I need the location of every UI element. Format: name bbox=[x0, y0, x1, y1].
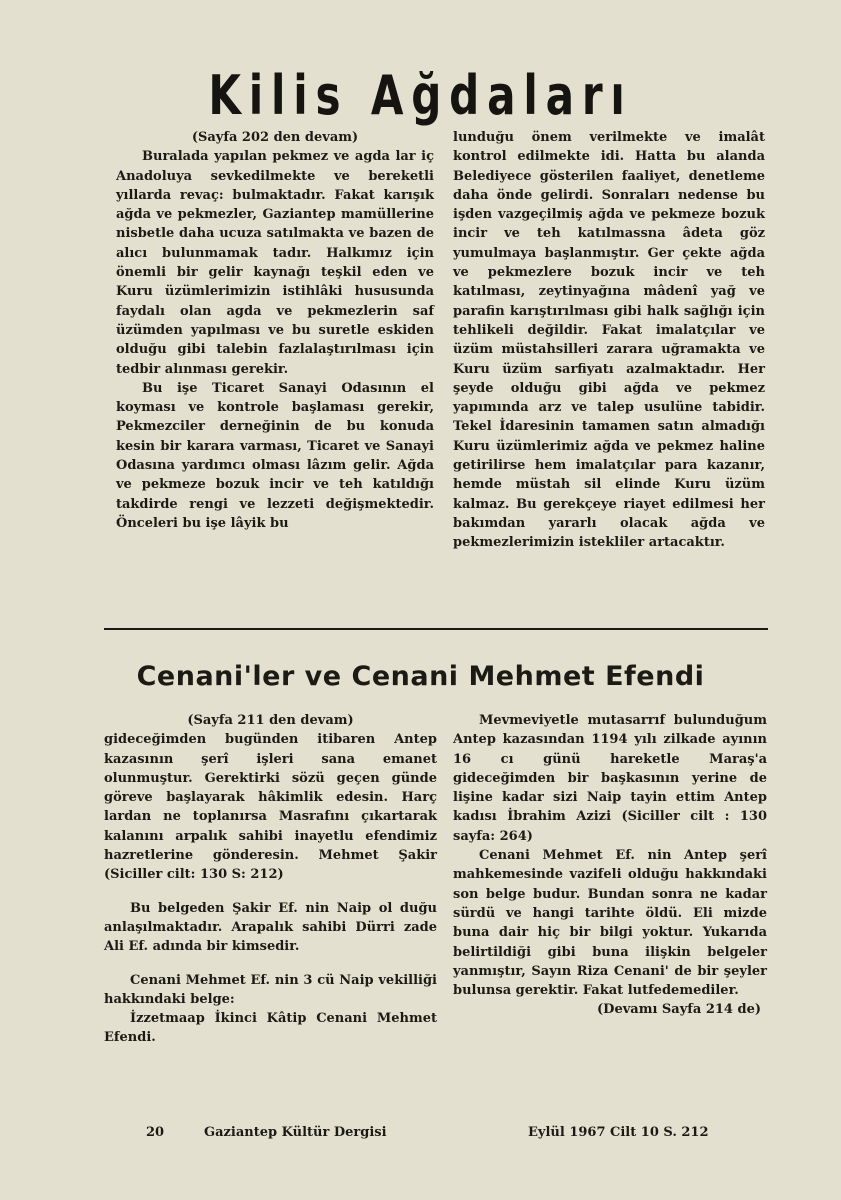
article1-left-paragraph-2: Bu işe Ticaret Sanayi Odasının el koyması ve kontrole başlaması gerekir, Pekmezciler derneğinin de bu konuda kesin bir karara varması, Ticaret ve Sanayi Odasına yardımcı olması lâzım gelir. Ağda ve pekmeze bozuk incir ve teh katıldığı takdirde rengi ve lezzeti değişmektedir. Önceleri bu işe lâyik bu bbox=[116, 380, 434, 531]
article2-left-paragraph-2: Bu belgeden Şakir Ef. nin Naip ol duğu anlaşılmaktadır. Arapalık sahibi Dürri zade Ali Ef. adında bir kimsedir. bbox=[104, 900, 437, 955]
article2-left-paragraph-3: Cenani Mehmet Ef. nin 3 cü Naip vekilliği hakkındaki belge: bbox=[104, 972, 437, 1007]
article2-left-paragraph-1: gideceğimden bugünden itibaren Antep kazasının şerî işleri sana emanet olunmuştur. Gerektirki sözü geçen günde göreve başlayarak hâkimlik edesin. Harç lardan ne toplanırsa Masrafını çıkartarak kalanını arpalık sahibi inayetlu efendimiz hazretlerine gönderesin. Mehmet Şakir (Siciller cilt: 130 S: 212) bbox=[104, 732, 437, 883]
footer-issue-info: Eylül 1967 Cilt 10 S. 212 bbox=[528, 1125, 709, 1140]
article2-left-column bbox=[104, 711, 437, 1048]
article2-continues-on: (Devamı Sayfa 214 de) bbox=[597, 1002, 761, 1018]
footer-magazine-name: Gaziantep Kültür Dergisi bbox=[204, 1125, 387, 1140]
article2-right-paragraph-1: Mevmeviyetle mutasarrıf bulunduğum Antep kazasından 1194 yılı zilkade ayının 16 cı günü hareketle Maraş'a gideceğimden bir başkasının yerine de lişine kadar sizi Naip tayin ettim Antep kadısı İbrahim Azizi (Siciller cilt : 130 sayfa: 264) bbox=[453, 713, 767, 844]
section-divider bbox=[104, 628, 768, 630]
article2-right-column bbox=[453, 711, 767, 1020]
article2-left-paragraph-4: İzzetmaap İkinci Kâtip Cenani Mehmet Efendi. bbox=[104, 1011, 437, 1046]
article1-right-paragraph-1: lunduğu önem verilmekte ve imalât kontrol edilmekte idi. Hatta bu alanda Belediyece gösterilen faaliyet, denetleme daha önde gelirdi. Sonraları nedense bu işden vazgeçilmiş ağda ve pekmeze bozuk incir ve teh katılmassna âdeta göz yumulmaya başlanmıştır. Ger çekte ağda ve pekmezlere bozuk incir ve teh katılması, zeytinyağına mâdenî yağ ve parafin karıştırılması gibi halk sağlığı için tehlikeli değildir. Fakat imalatçılar ve üzüm müstahsilleri zarara uğramakta ve Kuru üzüm sarfiyatı azalmaktadır. Her şeyde olduğu gibi ağda ve pekmez yapımında arz ve talep usulüne tabidir. Tekel İdaresinin tamamen satın almadığı Kuru üzümlerimiz ağda ve pekmez haline getirilirse hem imalatçılar para kazanır, hemde müstah sil elinde Kuru üzüm kalmaz. Bu gerekçeye riayet edilmesi her bakımdan yararlı olacak ağda ve pekmezlerimizin istekliler artacaktır. bbox=[453, 130, 765, 551]
article1-left-paragraph-1: Buralada yapılan pekmez ve agda lar iç Anadoluya sevkedilmekte ve bereketli yıllarda revaç: bulmaktadır. Fakat karışık ağda ve pekmezler, Gaziantep mamüllerine nisbetle daha ucuza satılmakta ve bazen de alıcı bulunmamak tadır. Halkımız için önemli bir gelir kaynağı teşkil eden ve Kuru üzümlerimizin istihlâki hususunda faydalı olan agda ve pekmezlerin saf üzümden yapılması ve bu suretle eskiden olduğu gibi talebin fazlalaştırılması için tedbir alınması gerekir. bbox=[116, 149, 434, 377]
article1-left-column bbox=[116, 128, 434, 533]
article2-continued-from: (Sayfa 211 den devam) bbox=[187, 713, 354, 728]
article1-continued-from: (Sayfa 202 den devam) bbox=[191, 130, 359, 145]
article2-title: Cenani'ler ve Cenani Mehmet Efendi bbox=[136, 661, 705, 692]
article1-title: Kilis Ağdaları bbox=[208, 64, 633, 127]
article1-right-column bbox=[453, 128, 765, 553]
footer-page-number: 20 bbox=[146, 1125, 165, 1140]
article2-right-paragraph-2: Cenani Mehmet Ef. nin Antep şerî mahkemesinde vazifeli olduğu hakkındaki son belge budur. Bundan sonra ne kadar sürdü ve hangi tarihte öldü. Eli mizde buna dair hiç bir bilgi yoktur. Yukarıda belirtildiği gibi buna ilişkin belgeler yanmıştır, Sayın Riza Cenani' de bir şeyler bulunsa gerektir. Fakat lutfedemediler. bbox=[453, 848, 767, 999]
